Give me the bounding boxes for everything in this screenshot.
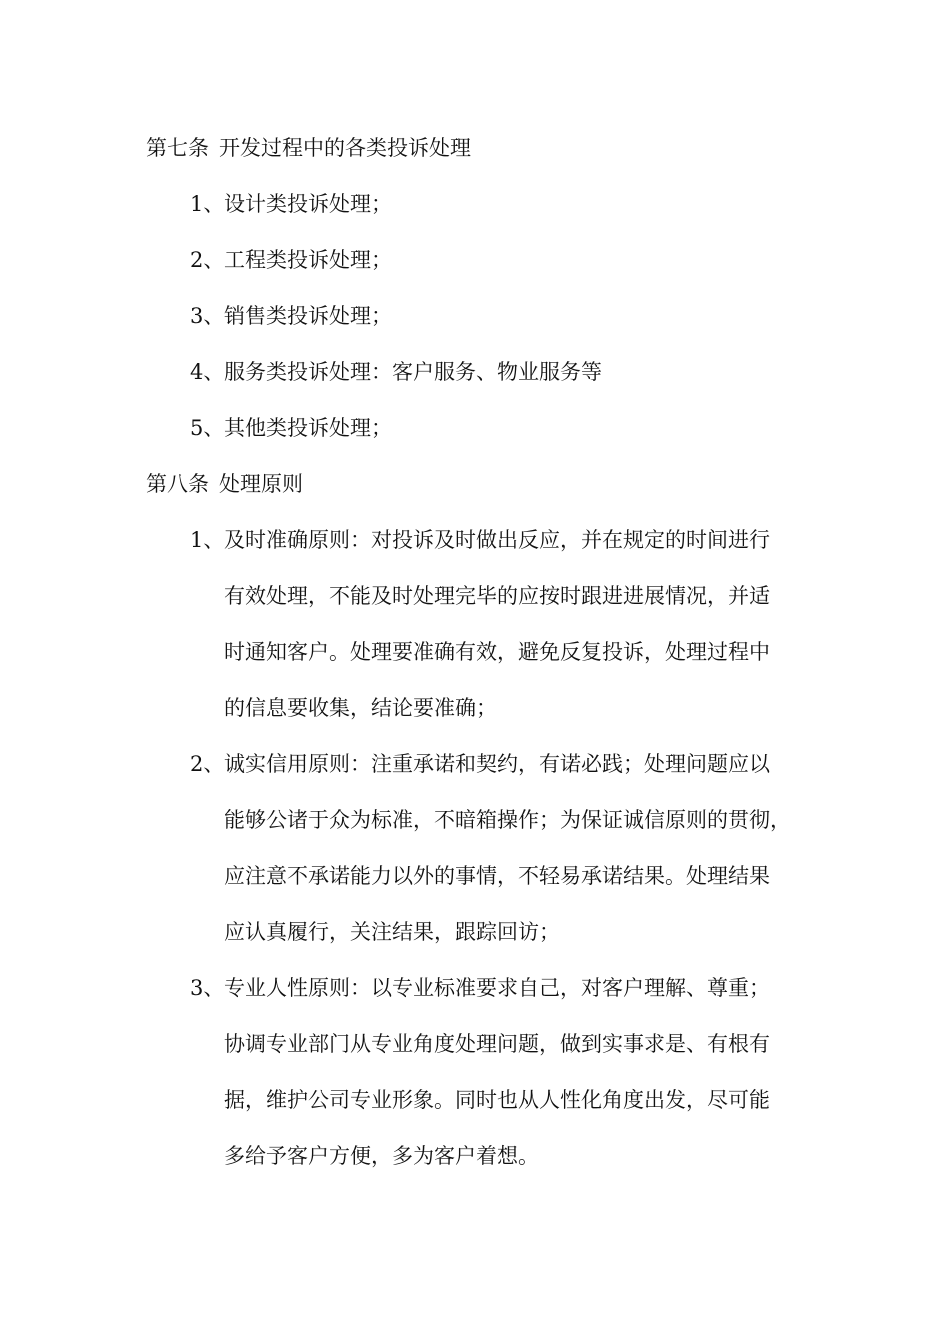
item-marker: 5、 [190, 416, 225, 440]
item-text: 销售类投诉处理； [224, 304, 392, 328]
item-text: 其他类投诉处理； [224, 416, 392, 440]
article-8-title: 处理原则 [219, 472, 303, 496]
item-line: 应认真履行，关注结果，跟踪回访； [224, 920, 560, 944]
article-7-number: 第七条 [146, 136, 209, 160]
item-marker: 2、 [190, 752, 225, 776]
item-text: 设计类投诉处理； [224, 192, 392, 216]
item-marker: 1、 [190, 528, 225, 552]
item-line: 据，维护公司专业形象。同时也从人性化角度出发，尽可能 [224, 1088, 770, 1112]
item-line: 诚实信用原则：注重承诺和契约，有诺必践；处理问题应以 [224, 752, 770, 776]
item-marker: 4、 [190, 360, 225, 384]
article-8-heading [146, 470, 303, 498]
item-line: 应注意不承诺能力以外的事情，不轻易承诺结果。处理结果 [224, 864, 770, 888]
item-marker: 1、 [190, 192, 225, 216]
item-line: 能够公诸于众为标准，不暗箱操作；为保证诚信原则的贯彻， [224, 808, 791, 832]
item-marker: 3、 [190, 304, 225, 328]
item-text: 工程类投诉处理； [224, 248, 392, 272]
article-8-number: 第八条 [146, 472, 209, 496]
item-line: 有效处理，不能及时处理完毕的应按时跟进进展情况，并适 [224, 584, 770, 608]
item-text: 服务类投诉处理：客户服务、物业服务等 [224, 360, 602, 384]
item-line: 专业人性原则：以专业标准要求自己，对客户理解、尊重； [224, 976, 770, 1000]
item-line: 多给予客户方便，多为客户着想。 [224, 1144, 539, 1168]
article-7-heading [146, 134, 471, 162]
item-marker: 3、 [190, 976, 225, 1000]
article-7-title: 开发过程中的各类投诉处理 [219, 136, 471, 160]
item-line: 时通知客户。处理要准确有效，避免反复投诉，处理过程中 [224, 640, 770, 664]
item-marker: 2、 [190, 248, 225, 272]
item-line: 协调专业部门从专业角度处理问题，做到实事求是、有根有 [224, 1032, 770, 1056]
item-line: 的信息要收集，结论要准确； [224, 696, 497, 720]
item-line: 及时准确原则：对投诉及时做出反应，并在规定的时间进行 [224, 528, 770, 552]
